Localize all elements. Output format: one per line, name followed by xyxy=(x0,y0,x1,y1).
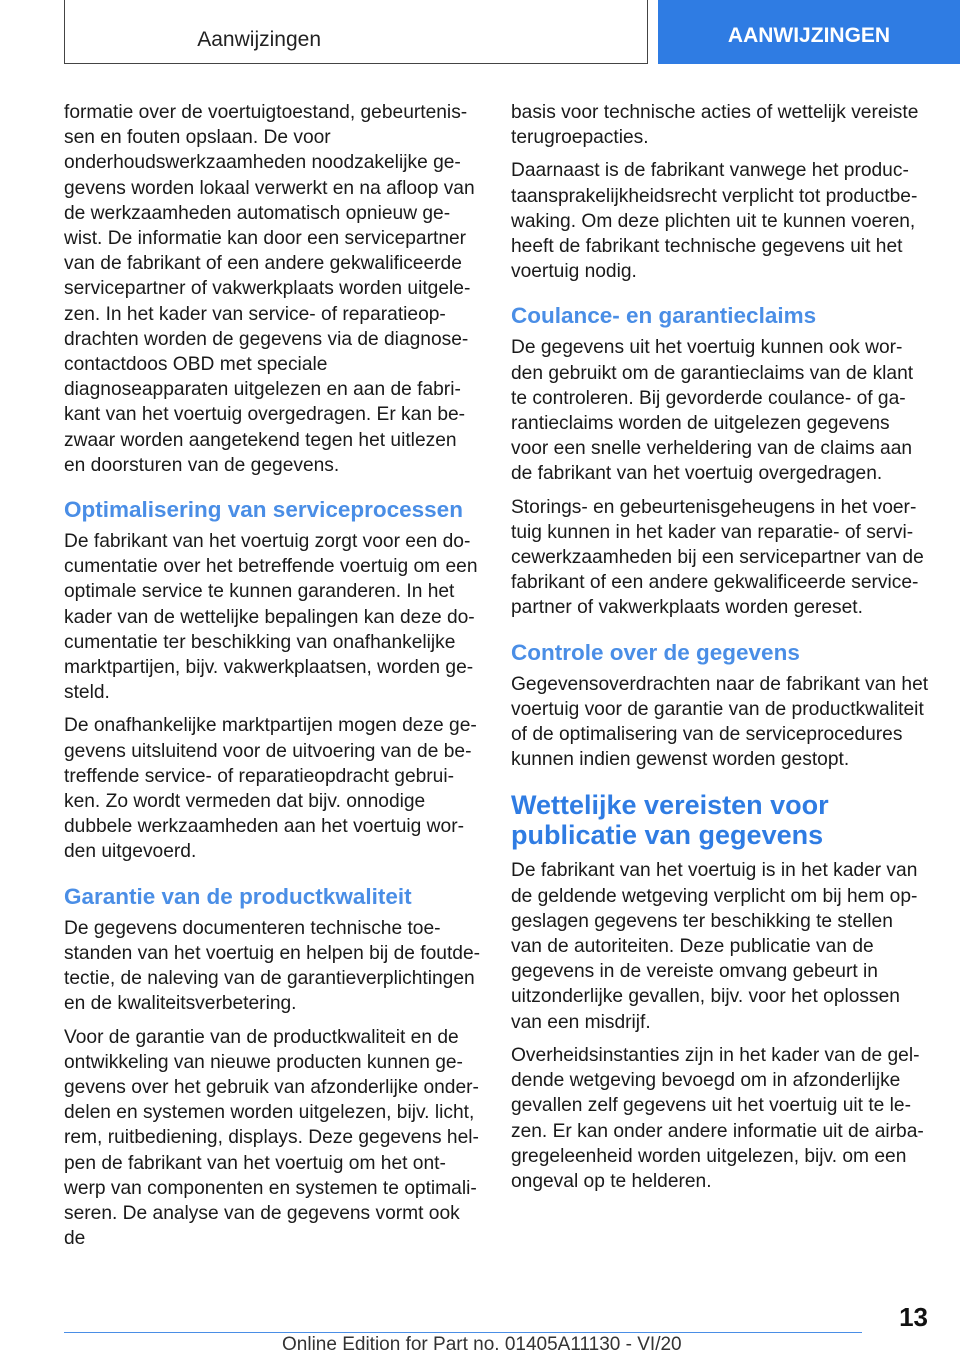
paragraph: De fabrikant van het voertuig zorgt voor een do-cumentatie over het betreffende voertuig om een optimale service te kunnen garanderen. In het kader van de wettelijke bepalingen kan deze do-cumentatie ter beschikking van onafhankelijke marktpartijen, bijv. vakwerkplaatsen, worden ge-steld. xyxy=(64,531,478,704)
paragraph: Overheidsinstanties zijn in het kader van de gel-dende wetgeving bevoegd om in afzonderlijke gevallen zelf gegevens uit het voertuig uit te le-zen. Er kan onder andere informatie uit de airba-gregeleenheid worden uitgelezen, bijv. om een ongeval op te helderen. xyxy=(511,1044,924,1192)
paragraph: Gegevensoverdrachten naar de fabrikant van het voertuig voor de garantie van de productkwaliteit of de optimalisering van de serviceprocedures kunnen indien gewenst worden gestopt. xyxy=(511,673,929,771)
page-number: 13 xyxy=(899,1302,928,1332)
right-column xyxy=(511,100,929,1202)
header-frame xyxy=(64,0,648,64)
paragraph: De onafhankelijke marktpartijen mogen deze ge-gevens uitsluitend voor de uitvoering van de be-treffende service- of reparatieopdracht gebrui-ken. Zo wordt vermeden dat bijv. onnodige dubbele werkzaamheden aan het voertuig wor-den uitgevoerd. xyxy=(64,715,477,863)
heading-garantie: Garantie van de productkwaliteit xyxy=(64,883,412,909)
paragraph: Daarnaast is de fabrikant vanwege het produc-taansprakelijkheidsrecht verplicht tot productbe-waking. Om deze plichten uit te kunnen voeren, heeft de fabrikant technische gegevens uit het voertuig nodig. xyxy=(511,160,918,283)
heading-optimalisering: Optimalisering van serviceprocessen xyxy=(64,497,463,523)
chapter-tab: AANWIJZINGEN xyxy=(658,0,960,64)
section-title: Aanwijzingen xyxy=(197,28,321,51)
paragraph: De fabrikant van het voertuig is in het kader van de geldende wetgeving verplicht om bij hem op-geslagen gegevens ter beschikking te stellen van de autoriteiten. Deze publicatie van de gegevens in de vereiste omvang gebeurt in uitzonderlijke gevallen, bijv. voor het oplossen van een misdrijf. xyxy=(511,860,918,1033)
footer-divider xyxy=(64,1332,862,1333)
edition-footer: Online Edition for Part no. 01405A11130 - VI/20 xyxy=(282,1334,682,1355)
paragraph: Storings- en gebeurtenisgeheugens in het voer-tuig kunnen in het kader van reparatie- of servi-cewerkzaamheden bij een servicepartner van de fabrikant of een andere gekwalificeerde service-partner of vakwerkplaats worden gereset. xyxy=(511,496,924,619)
paragraph: formatie over de voertuigtoestand, gebeurtenis-sen en fouten opslaan. De voor onderhoudswerkzaamheden noodzakelijke ge-gevens worden lokaal verwerkt en na afloop van de werkzaamheden automatisch opnieuw ge-wist. De informatie kan door een servicepartner van de fabrikant of een andere gekwalificeerde servicepartner of vakwerkplaats worden uitgele-zen. In het kader van service- of reparatieop-drachten worden de gegevens via de diagnose-contactdoos OBD met speciale diagnoseapparaten uitgelezen en aan de fabri-kant van het voertuig overgedragen. Er kan be-zwaar worden aangetekend tegen het uitlezen en doorsturen van de gegevens. xyxy=(64,102,475,476)
heading-wettelijke-vereisten: Wettelijke vereisten voor publicatie van gegevens xyxy=(511,790,829,851)
heading-coulance: Coulance- en garantieclaims xyxy=(511,303,817,329)
paragraph: basis voor technische acties of wettelijk vereiste terugroepacties. xyxy=(511,102,919,149)
paragraph: Voor de garantie van de productkwaliteit en de ontwikkeling van nieuwe producten kunnen ge-gevens over het gebruik van afzonderlijke onder-delen en systemen worden uitgelezen, bijv. licht, rem, ruitbediening, displays. Deze gegevens hel-pen de fabrikant van het voertuig om het ont-werp van componenten en systemen te optimali-seren. De analyse van de gegevens vormt ook de xyxy=(64,1026,479,1250)
paragraph: De gegevens documenteren technische toe-standen van het voertuig en helpen bij de foutde-tectie, de naleving van de garantieverplichtingen en de kwaliteitsverbetering. xyxy=(64,917,481,1015)
paragraph: De gegevens uit het voertuig kunnen ook wor-den gebruikt om de garantieclaims van de klant te controleren. Bij gevorderde coulance- of ga-rantieclaims worden de uitgelezen gegevens voor een snelle verheldering van de claims aan de fabrikant van het voertuig overgedragen. xyxy=(511,337,914,485)
left-column xyxy=(64,100,482,1259)
heading-controle: Controle over de gegevens xyxy=(511,639,800,665)
